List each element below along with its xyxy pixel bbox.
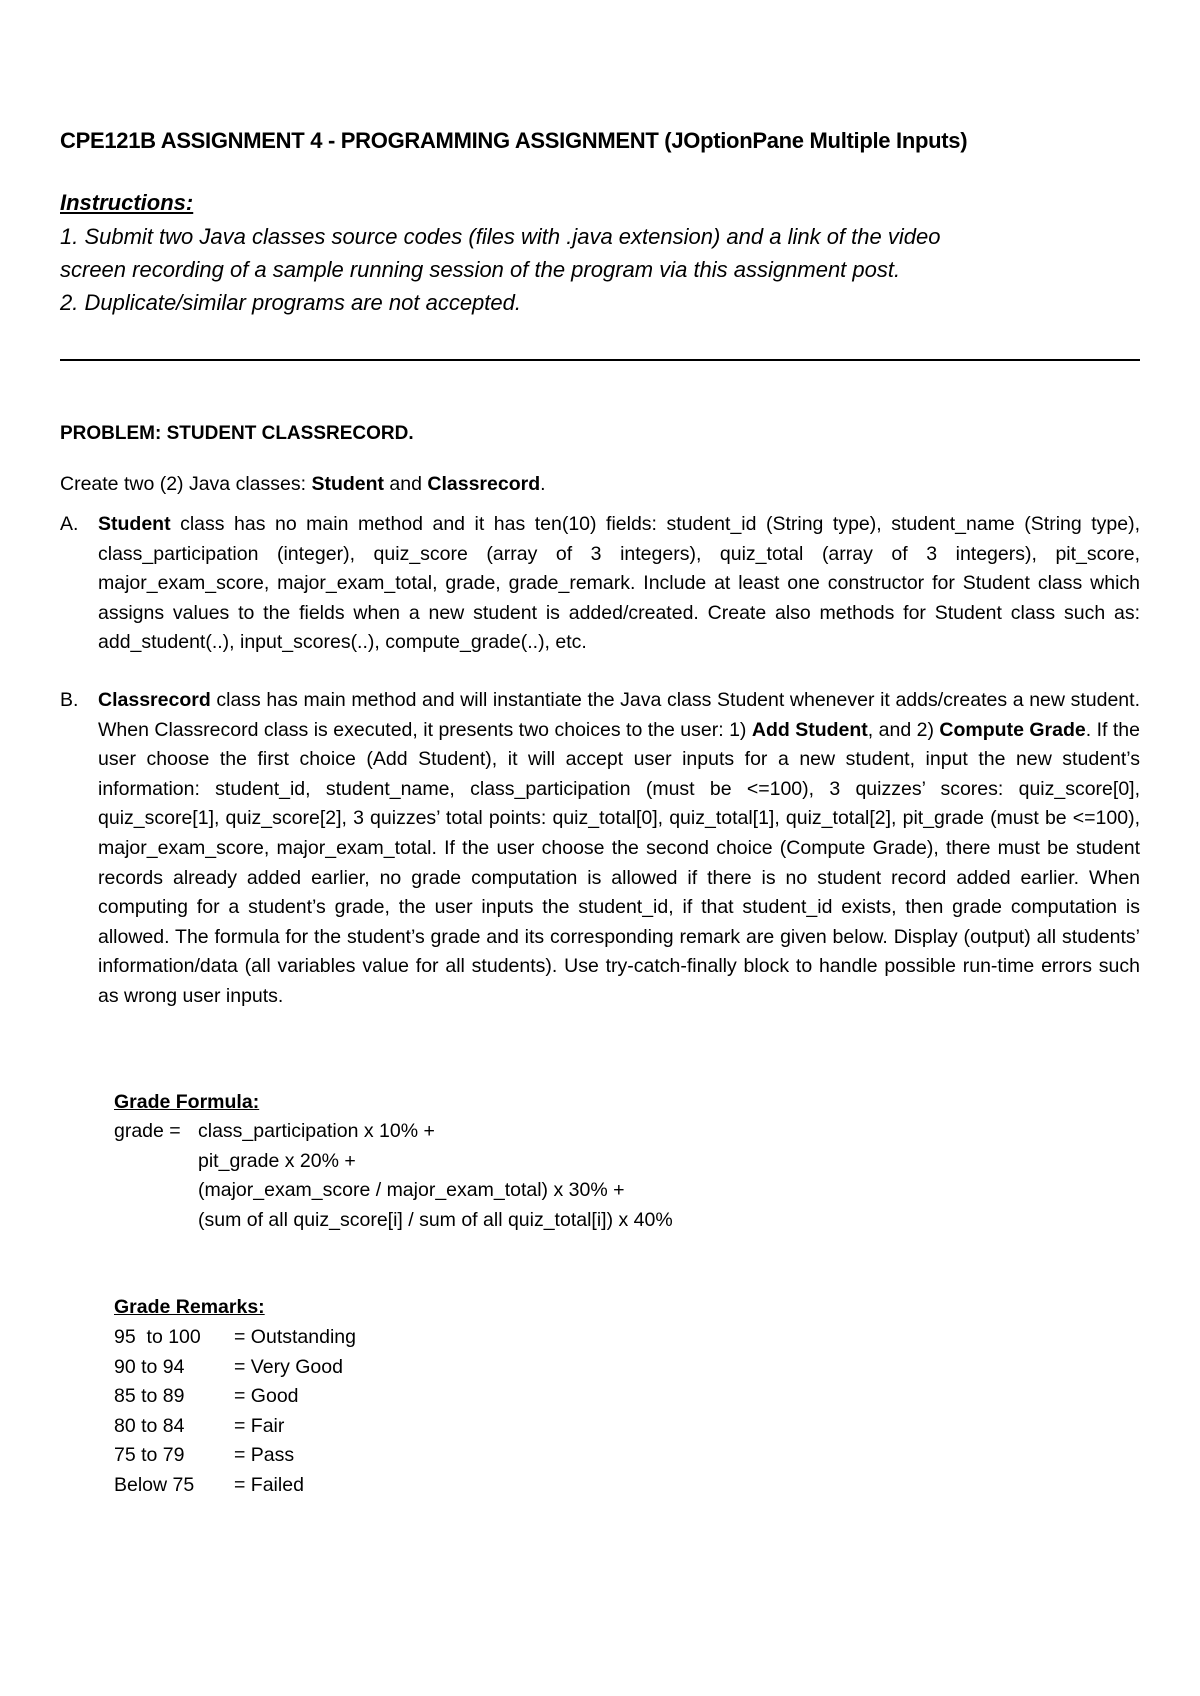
problem-heading: PROBLEM: STUDENT CLASSRECORD.	[60, 423, 414, 444]
intro-and: and	[384, 473, 428, 495]
item-a	[60, 510, 1140, 658]
remark-row	[114, 1353, 1140, 1383]
remark-label: = Good	[234, 1385, 299, 1408]
formula-term: (major_exam_score / major_exam_total) x 30% +	[198, 1179, 625, 1202]
remark-range: 85 to 89	[114, 1385, 185, 1408]
remark-range: 80 to 84	[114, 1414, 185, 1437]
remark-row	[114, 1412, 1140, 1442]
remark-label: = Fair	[234, 1414, 285, 1437]
remark-row	[114, 1441, 1140, 1471]
formula-row	[114, 1117, 1140, 1235]
instructions-heading: Instructions:	[60, 190, 194, 215]
instruction-line-3: 2. Duplicate/similar programs are not accepted.	[60, 290, 521, 315]
item-b-add-student: Add Student	[751, 718, 868, 741]
instructions-section	[60, 190, 1140, 319]
item-a-bold: Student	[98, 513, 171, 535]
grade-remarks-section	[114, 1293, 1140, 1500]
item-a-text: class has no main method and it has ten(10) fields: student_id (String type), student_name (String type), class_participation (integer), quiz_score (array of 3 integers), quiz_total (array of 3 integers), pit_score, major_exam_score, major_exam_total, grade, grade_remark. Include at least one constructor for Student class which assigns values to the fields when a new student is added/created. Create also methods for Student class such as: add_student(..), input_scores(..), compute_grade(..), etc.	[98, 513, 1140, 654]
section-divider	[60, 359, 1140, 361]
assignment-title: CPE121B ASSIGNMENT 4 - PROGRAMMING ASSIGNMENT (JOptionPane Multiple Inputs)	[60, 128, 968, 153]
item-b-classrecord: Classrecord	[98, 688, 211, 711]
item-b-text-1: class has main method and will instantiate the Java class Student whenever it adds/creates a new student. When Classrecord class is executed, it presents two choices to the user: 1)	[98, 688, 1140, 741]
item-b-compute-grade: Compute Grade	[939, 718, 1086, 741]
formula-lhs: grade =	[114, 1120, 181, 1143]
intro-classrecord: Classrecord	[427, 473, 541, 495]
remark-range: 75 to 79	[114, 1444, 185, 1467]
item-a-body	[98, 510, 1140, 658]
remark-label: = Very Good	[234, 1355, 343, 1378]
intro-student: Student	[311, 473, 385, 495]
instruction-line-1: 1. Submit two Java classes source codes (files with .java extension) and a link of the video	[60, 224, 941, 249]
instruction-line-2: screen recording of a sample running session of the program via this assignment post.	[60, 257, 901, 282]
grade-formula-section	[114, 1088, 1140, 1236]
formula-term: class_participation x 10% +	[198, 1120, 435, 1143]
formula-term: (sum of all quiz_score[i] / sum of all quiz_total[i]) x 40%	[198, 1208, 673, 1231]
remark-range: 90 to 94	[114, 1355, 185, 1378]
grade-formula-heading: Grade Formula:	[114, 1090, 260, 1113]
item-b	[60, 686, 1140, 1012]
remark-row	[114, 1323, 1140, 1353]
remark-label: = Pass	[234, 1444, 295, 1467]
intro-prefix: Create two (2) Java classes:	[60, 473, 312, 495]
item-a-letter: A.	[60, 513, 79, 535]
formula-terms	[198, 1117, 673, 1235]
formula-term: pit_grade x 20% +	[198, 1149, 356, 1172]
remark-row	[114, 1471, 1140, 1501]
remark-label: = Outstanding	[234, 1326, 356, 1349]
item-b-text-2: , and 2)	[867, 718, 940, 741]
problem-intro	[60, 473, 1140, 496]
remark-row	[114, 1382, 1140, 1412]
grade-remarks-heading: Grade Remarks:	[114, 1296, 265, 1319]
intro-suffix: .	[540, 473, 546, 495]
item-b-text-3: . If the user choose the first choice (Add Student), it will accept user inputs for a new student, input the new student’s information: student_id, student_name, class_participation (must be <=100), 3 quizzes’ scores: quiz_score[0], quiz_score[1], quiz_score[2], 3 quizzes’ total points: quiz_total[0], quiz_total[1], quiz_total[2], pit_grade (must be <=100), major_exam_score, major_exam_total. If the user choose the second choice (Compute Grade), there must be student records already added earlier, no grade computation is allowed if there is no student record added earlier. When computing for a student’s grade, the user inputs the student_id, if that student_id exists, then grade computation is allowed. The formula for the student’s grade and its corresponding remark are given below. Display (output) all students’ information/data (all variables value for all students). Use try-catch-finally block to handle possible run-time errors such as wrong user inputs.	[98, 718, 1140, 1007]
remark-range: 95 to 100	[114, 1326, 201, 1349]
remark-range: Below 75	[114, 1474, 195, 1497]
item-b-body	[98, 686, 1140, 1012]
remark-label: = Failed	[234, 1474, 304, 1497]
item-b-letter: B.	[60, 688, 79, 711]
